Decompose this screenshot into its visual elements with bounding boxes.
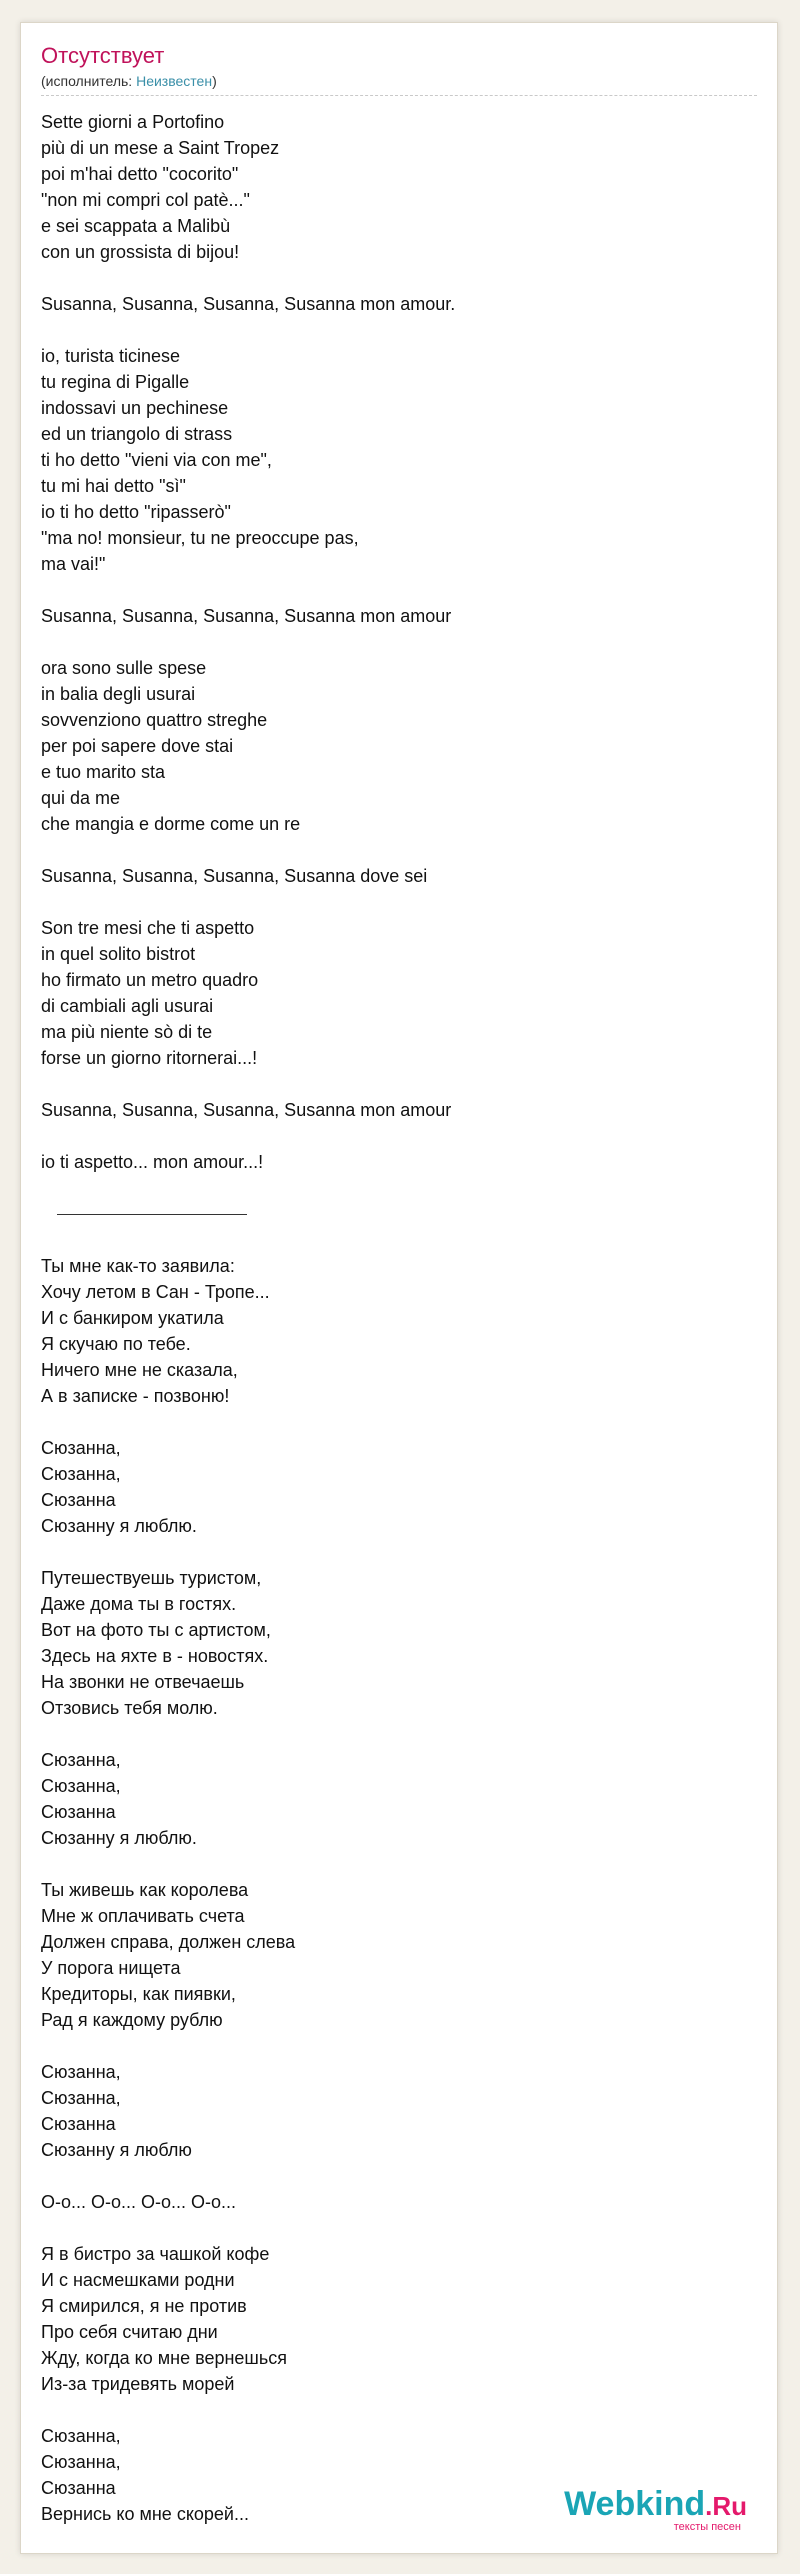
lyric-line: Susanna, Susanna, Susanna, Susanna mon amour [41,1100,452,1120]
logo-name: Webkind [564,2485,706,2523]
lyric-line: che mangia e dorme come un re [41,814,301,834]
lyric-line: Сюзанна, [41,2452,121,2472]
lyric-line [41,1227,741,1253]
lyric-line [41,1409,741,1435]
lyric-line: Сюзанна [41,2478,116,2498]
lyric-line: И с банкиром укатила [41,1308,224,1328]
lyric-line: Здесь на яхте в - новостях. [41,1646,269,1666]
lyric-line: Рад я каждому рублю [41,2010,223,2030]
lyric-line: Сюзанна, [41,1438,121,1458]
lyric-line: io ti ho detto "ripasserò" [41,502,231,522]
lyric-line: Ты живешь как королева [41,1880,249,1900]
lyric-line: Сюзанна, [41,1750,121,1770]
lyric-line: Сюзанну я люблю [41,2140,192,2160]
lyric-line: Кредиторы, как пиявки, [41,1984,236,2004]
lyric-line: sovvenziono quattro streghe [41,710,268,730]
lyric-line: ho firmato un metro quadro [41,970,259,990]
lyric-line: Сюзанна, [41,1464,121,1484]
lyric-line: ora sono sulle spese [41,658,207,678]
lyrics-card [20,22,778,2554]
lyric-line: Susanna, Susanna, Susanna, Susanna mon amour. [41,294,456,314]
lyric-line: e tuo marito sta [41,762,166,782]
lyric-line: На звонки не отвечаешь [41,1672,245,1692]
lyric-line: Ничего мне не сказала, [41,1360,238,1380]
lyrics-text [41,109,741,2527]
lyric-line: Из-за тридевять морей [41,2374,235,2394]
lyric-line: Сюзанна, [41,2088,121,2108]
lyric-line: in balia degli usurai [41,684,196,704]
lyric-line [41,265,741,291]
lyric-line [41,837,741,863]
lyric-line: ma più niente sò di te [41,1022,213,1042]
lyric-line [41,2163,741,2189]
lyric-line: tu mi hai detto "sì" [41,476,186,496]
lyric-line: Хочу летом в Сан - Тропе... [41,1282,270,1302]
lyric-line [41,577,741,603]
lyric-line: Должен справа, должен слева [41,1932,296,1952]
artist-suffix: ) [212,73,217,89]
lyric-line: io ti aspetto... mon amour...! [41,1152,264,1172]
lyric-line: poi m'hai detto "cocorito" [41,164,239,184]
lyric-line: Я смирился, я не против [41,2296,247,2316]
lyric-line: Я в бистро за чашкой кофе [41,2244,270,2264]
site-logo[interactable] [564,2487,747,2533]
lyric-line: Сюзанна [41,2114,116,2134]
lyric-line [41,889,741,915]
artist-link[interactable]: Неизвестен [136,73,213,89]
song-title: Отсутствует [41,43,165,68]
lyric-line: di cambiali agli usurai [41,996,214,1016]
logo-tagline: тексты песен [673,2521,741,2533]
lyric-line [41,1539,741,1565]
lyric-line: ma vai!" [41,554,106,574]
lyric-line: Мне ж оплачивать счета [41,1906,245,1926]
lyric-line: Отзовись тебя молю. [41,1698,218,1718]
lyric-line: Сюзанна, [41,2062,121,2082]
lyric-line: Путешествуешь туристом, [41,1568,262,1588]
lyric-line: "ma no! monsieur, tu ne preoccupe pas, [41,528,359,548]
lyric-line: Сюзанна [41,1490,116,1510]
lyric-line [41,2397,741,2423]
lyric-line: И с насмешками родни [41,2270,235,2290]
lyric-line [41,1071,741,1097]
lyric-line: Даже дома ты в гостях. [41,1594,237,1614]
header-divider [41,95,757,96]
artist-prefix: (исполнитель: [41,73,137,89]
lyric-line: Ты мне как-то заявила: [41,1256,235,1276]
lyric-line: qui da me [41,788,121,808]
lyric-line [41,1123,741,1149]
lyric-line [41,1175,741,1201]
lyric-line: Сюзанна [41,1802,116,1822]
lyric-line: Сюзанна, [41,2426,121,2446]
lyrics-separator [41,1201,741,1227]
lyric-line: Жду, когда ко мне вернешься [41,2348,287,2368]
lyric-line: Про себя считаю дни [41,2322,218,2342]
lyric-line: io, turista ticinese [41,346,181,366]
lyric-line: Вернись ко мне скорей... [41,2504,249,2524]
lyric-line [41,317,741,343]
lyric-line: Susanna, Susanna, Susanna, Susanna dove sei [41,866,428,886]
lyric-line: Susanna, Susanna, Susanna, Susanna mon amour [41,606,452,626]
lyric-line: indossavi un pechinese [41,398,229,418]
lyric-line: più di un mese a Saint Tropez [41,138,280,158]
lyric-line [41,2033,741,2059]
lyric-line: Сюзанну я люблю. [41,1828,197,1848]
lyric-line: Сюзанну я люблю. [41,1516,197,1536]
lyric-line: per poi sapere dove stai [41,736,234,756]
lyric-line [41,1721,741,1747]
lyric-line: А в записке - позвоню! [41,1386,230,1406]
lyric-line [41,2215,741,2241]
lyric-line: tu regina di Pigalle [41,372,190,392]
lyric-line: У порога нищета [41,1958,181,1978]
artist-line [41,73,217,89]
lyric-line: ed un triangolo di strass [41,424,233,444]
lyric-line: ti ho detto "vieni via con me", [41,450,272,470]
lyric-line: Я скучаю по тебе. [41,1334,191,1354]
lyric-line: Son tre mesi che ti aspetto [41,918,255,938]
lyric-line: in quel solito bistrot [41,944,196,964]
lyric-line: Сюзанна, [41,1776,121,1796]
lyric-line: Sette giorni a Portofino [41,112,225,132]
lyric-line: Вот на фото ты с артистом, [41,1620,271,1640]
lyric-line [41,629,741,655]
lyric-line: con un grossista di bijou! [41,242,240,262]
lyric-line: "non mi compri col patè..." [41,190,250,210]
logo-wordmark [564,2487,747,2523]
lyric-line [41,1851,741,1877]
lyric-line: О-о... О-о... О-о... О-о... [41,2192,237,2212]
logo-tld: .Ru [705,2491,747,2521]
lyric-line: forse un giorno ritornerai...! [41,1048,258,1068]
lyric-line: e sei scappata a Malibù [41,216,231,236]
